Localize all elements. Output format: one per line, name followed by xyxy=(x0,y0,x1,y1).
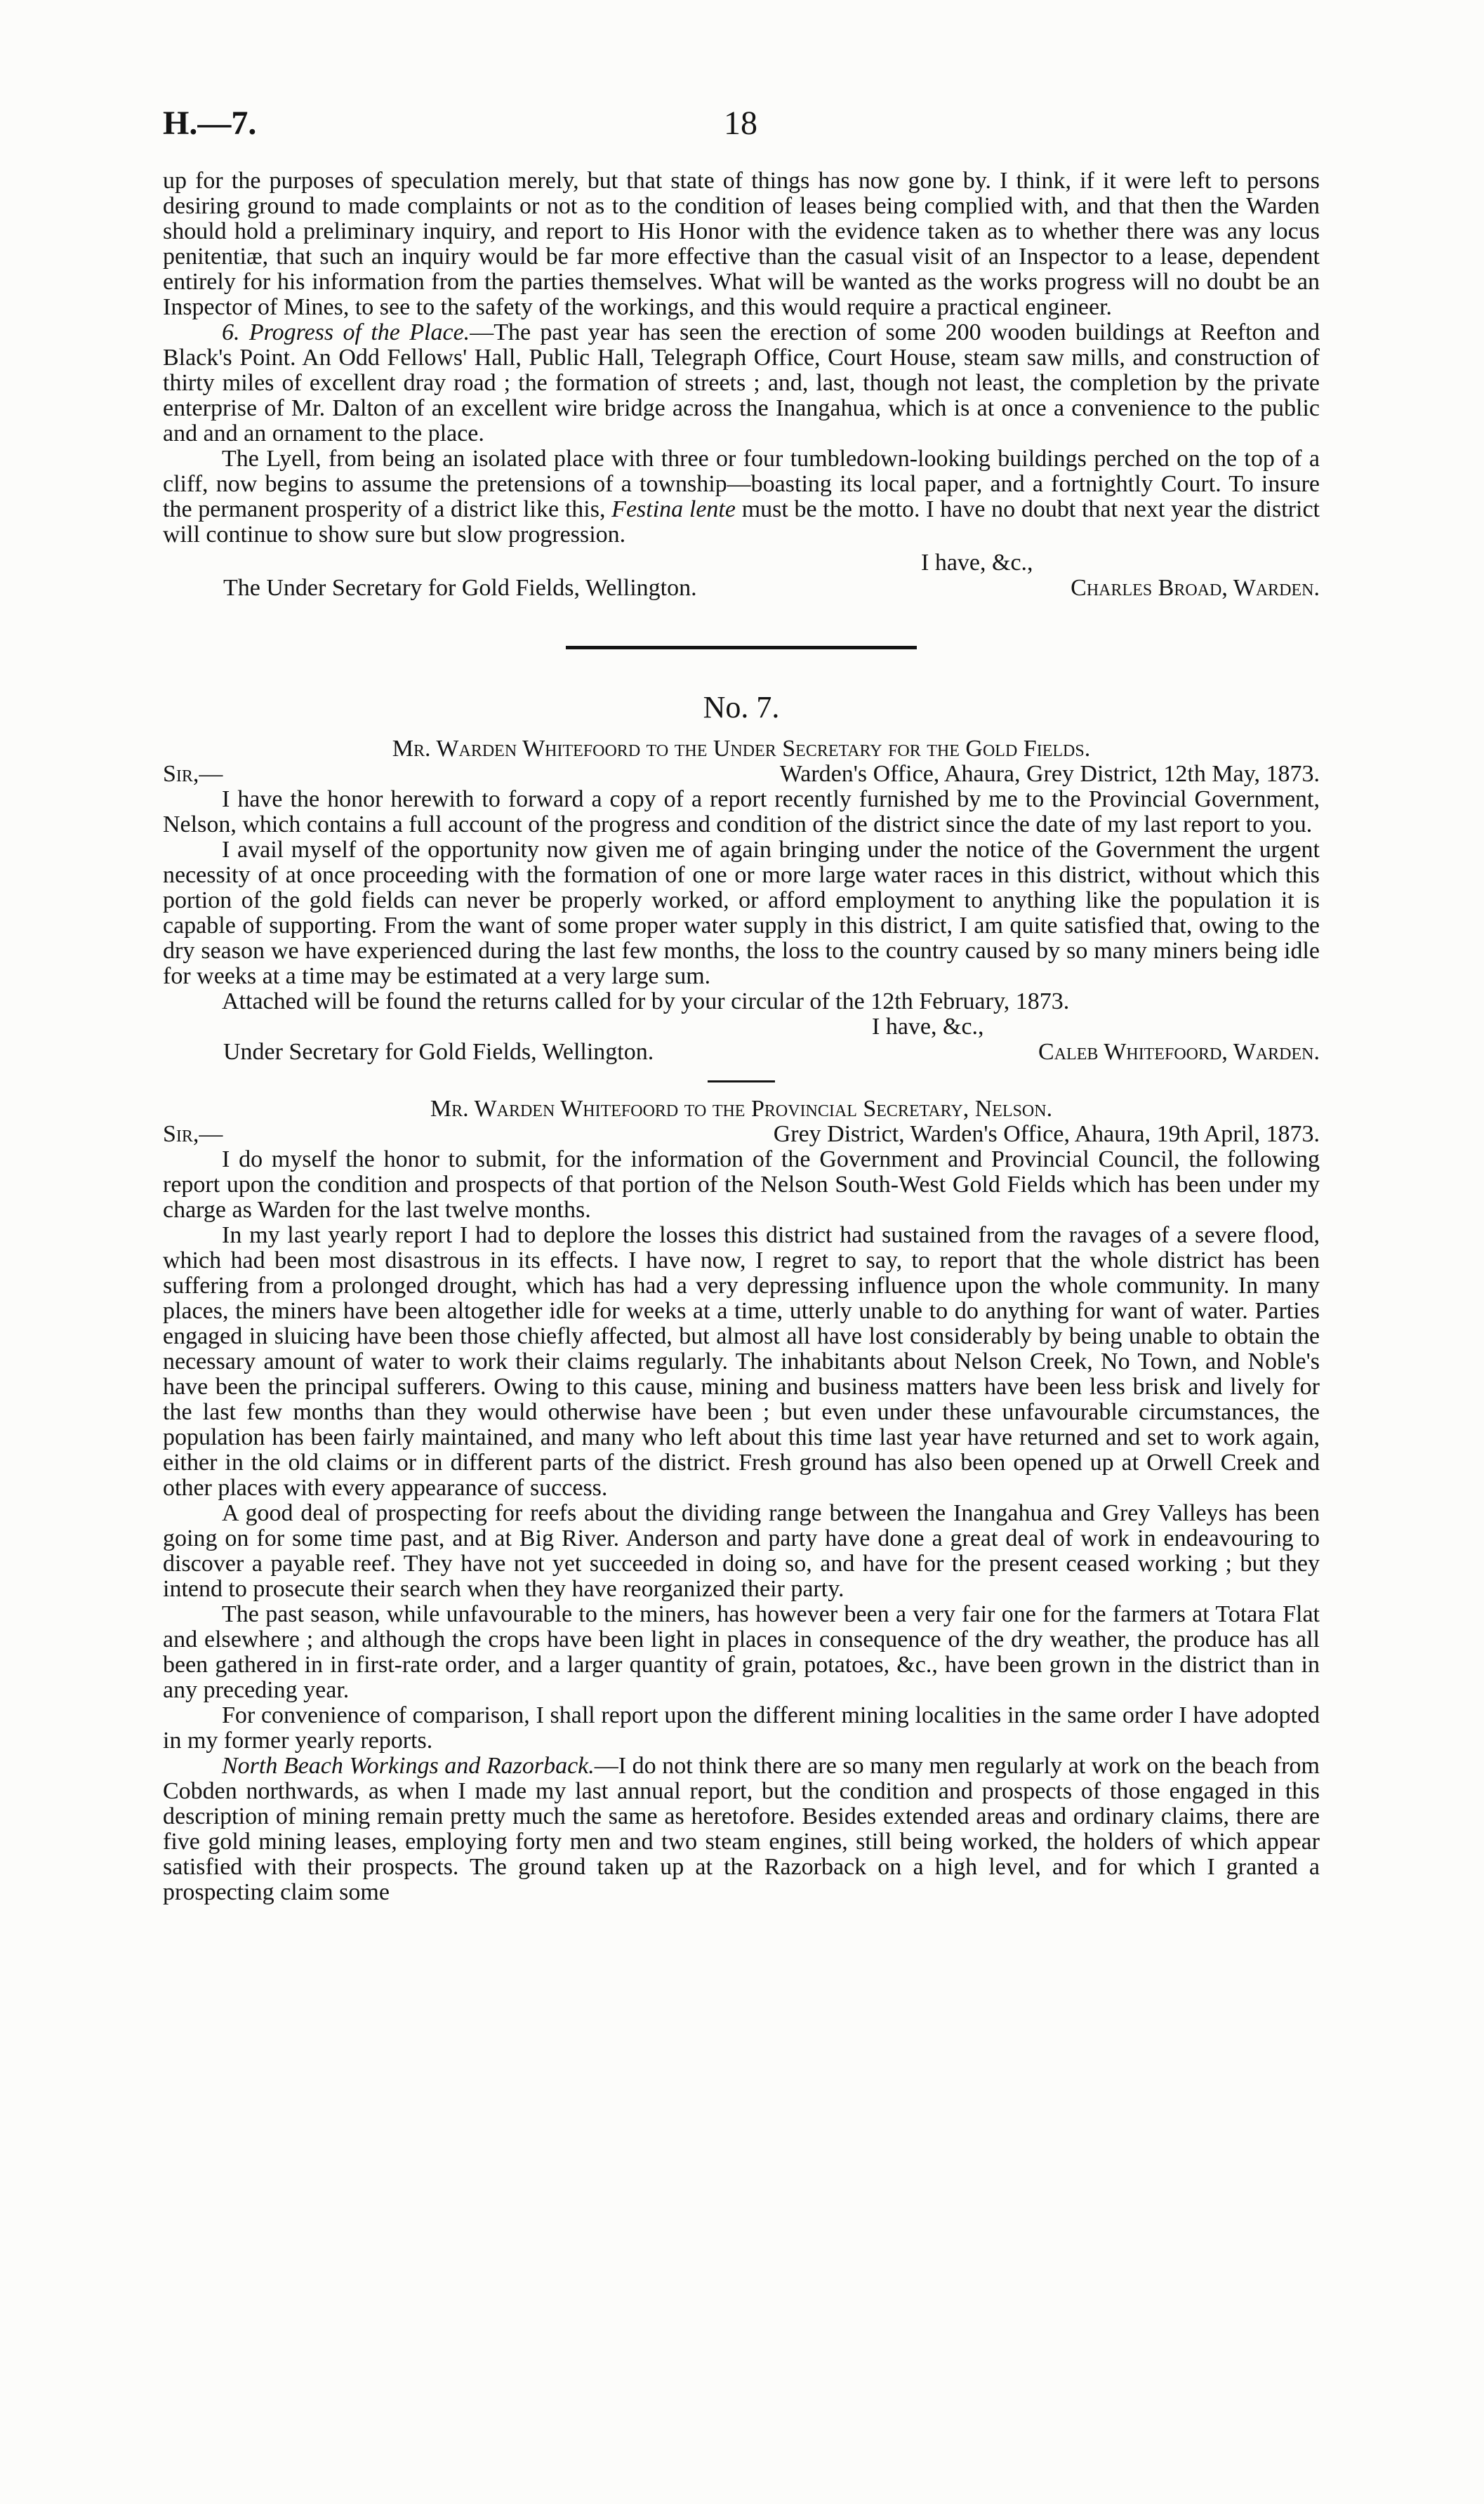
place-date: Grey District, Warden's Office, Ahaura, 19th April, 1873. xyxy=(773,1121,1320,1147)
signoff: I have, &c., xyxy=(921,550,1033,576)
signoff: I have, &c., xyxy=(872,1014,984,1040)
place-date: Warden's Office, Ahaura, Grey District, 12th May, 1873. xyxy=(779,761,1320,787)
progress-paragraph: 6. Progress of the Place.—The past year has seen the erection of some 200 wooden buildings at Reefton and Black's Point. An Odd Fellows' Hall, Public Hall, Telegraph Office, Court House, steam saw mills, and construction of thirty miles of excellent dray road ; the formation of streets ; and, last, though not least, the completion by the private enterprise of Mr. Dalton of an excellent wire bridge across the Inangahua, which is at once a convenience to the public and and an ornament to the place. xyxy=(163,319,1320,446)
salutation: Sir,— xyxy=(163,1121,223,1147)
paragraph: In my last yearly report I had to deplore the losses this district had sustained from the ravages of a severe flood, which had been most disastrous in its effects. I have now, I regret to say, to report that the whole district has been suffering from a prolonged drought, which has had a very depressing influence upon the whole community. In many places, the miners have been altogether idle for weeks at a time, utterly unable to do anything for want of water. Parties engaged in sluicing have been those chiefly affected, but almost all have lost considerably by being unable to obtain the necessary amount of water to work their claims regularly. The inhabitants about Nelson Creek, No Town, and Noble's have been the principal sufferers. Owing to this cause, mining and business matters have been less brisk and lively for the last few months than they would otherwise have been ; but even under these unfavourable circumstances, the population has been fairly maintained, and many who left about this time last year have returned and set to work again, either in the old claims or in different parts of the district. Fresh ground has also been opened up at Orwell Creek and other places with every appearance of success. xyxy=(163,1222,1320,1501)
paragraph: For convenience of comparison, I shall report upon the different mining localities in the same order I have adopted in my former yearly reports. xyxy=(163,1702,1320,1754)
document-number: No. 7. xyxy=(703,690,780,724)
paragraph: Attached will be found the returns called for by your circular of the 12th February, 1873. xyxy=(222,988,1070,1014)
salutation: Sir,— xyxy=(163,761,223,787)
paragraph: I avail myself of the opportunity now given me of again bringing under the notice of the Government the urgent necessity of at once proceeding with the formation of one or more large water races in this district, without which this portion of the gold fields can never be properly worked, or afford employment to anything like the population it is capable of supporting. From the want of some proper water supply in this district, I am quite satisfied that, owing to the dry season we have experienced during the last few months, the loss to the country caused by so many miners being idle for weeks at a time may be estimated at a very large sum. xyxy=(163,837,1320,989)
page-content xyxy=(163,168,1320,1905)
enclosure-title: Mr. Warden Whitefoord to the Provincial Secretary, Nelson. xyxy=(430,1096,1053,1122)
addressee: Under Secretary for Gold Fields, Wellington. xyxy=(223,1039,654,1065)
signature: Charles Broad, Warden. xyxy=(1071,575,1320,601)
page-header xyxy=(163,104,1318,153)
salutation-line xyxy=(163,1122,1320,1147)
signature-block xyxy=(163,1014,1320,1065)
motto: Festina lente xyxy=(611,496,736,522)
salutation-line xyxy=(163,762,1320,787)
continued-paragraph: up for the purposes of speculation merely, but that state of things has now gone by. I think, if it were left to persons desiring ground to made complaints or not as to the condition of leases being complied with, and that then the Warden should hold a preliminary inquiry, and report to His Honor with the evidence taken as to whether there was any locus penitentiæ, that such an inquiry would be far more effective than the casual visit of an Inspector to a lease, dependent entirely for his information from the parties themselves. What will be wanted as the works progress will no doubt be an Inspector of Mines, to see to the safety of the workings, and this would require a practical engineer. xyxy=(163,168,1320,320)
enclosure-divider xyxy=(708,1080,775,1082)
letter-title: Mr. Warden Whitefoord to the Under Secretary for the Gold Fields. xyxy=(392,736,1091,762)
progress-heading: 6. Progress of the Place. xyxy=(222,319,470,345)
section-heading: North Beach Workings and Razorback. xyxy=(222,1753,595,1779)
paragraph: I have the honor herewith to forward a copy of a report recently furnished by me to the Provincial Government, Nelson, which contains a full account of the progress and condition of the district since the date of my last report to you. xyxy=(163,786,1320,837)
paragraph: I do myself the honor to submit, for the information of the Government and Provincial Council, the following report upon the condition and prospects of that portion of the Nelson South-West Gold Fields which has been under my charge as Warden for the last twelve months. xyxy=(163,1146,1320,1223)
paragraph: The past season, while unfavourable to the miners, has however been a very fair one for the farmers at Totara Flat and elsewhere ; and although the crops have been light in places in consequence of the dry weather, the produce has all been gathered in in first-rate order, and a larger quantity of grain, potatoes, &c., have been grown in the district than in any preceding year. xyxy=(163,1601,1320,1703)
north-beach-paragraph: North Beach Workings and Razorback.—I do not think there are so many men regularly at work on the beach from Cobden northwards, as when I made my last annual report, but the condition and prospects of those engaged in this description of mining remain pretty much the same as heretofore. Besides extended areas and ordinary claims, there are five gold mining leases, employing forty men and two steam engines, still being worked, the holders of which appear satisfied with their prospects. The ground taken up at the Razorback on a high level, and for which I granted a prospecting claim some xyxy=(163,1753,1320,1905)
signature: Caleb Whitefoord, Warden. xyxy=(1038,1039,1320,1065)
signature-block xyxy=(163,550,1320,601)
page-number: 18 xyxy=(724,105,757,142)
section-divider xyxy=(566,646,917,649)
document-code: H.—7. xyxy=(163,105,257,142)
lyell-paragraph: The Lyell, from being an isolated place with three or four tumbledown-looking buildings perched on the top of a cliff, now begins to assume the pretensions of a township—boasting its local paper, and a fortnightly Court. To insure the permanent prosperity of a district like this, Festina lente must be the motto. I have no doubt that next year the district will continue to show sure but slow progression. xyxy=(163,446,1320,548)
addressee: The Under Secretary for Gold Fields, Wellington. xyxy=(223,575,697,601)
paragraph: A good deal of prospecting for reefs about the dividing range between the Inangahua and Grey Valleys has been going on for some time past, and at Big River. Anderson and party have done a great deal of work in endeavouring to discover a payable reef. They have not yet succeeded in doing so, and have for the present ceased working ; but they intend to prosecute their search when they have reorganized their party. xyxy=(163,1500,1320,1602)
